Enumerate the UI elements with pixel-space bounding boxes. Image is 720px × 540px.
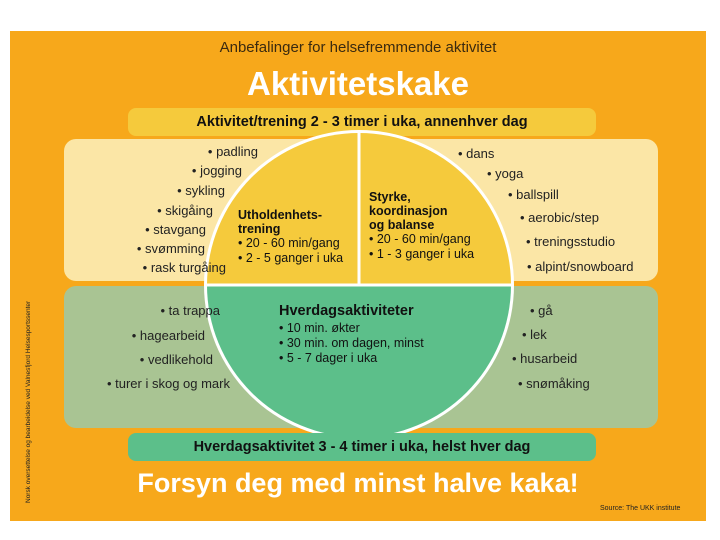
top-right-item: • yoga [487, 166, 524, 181]
endurance-sector [238, 208, 343, 266]
everyday-line-1: • 10 min. økter [279, 321, 360, 335]
bottom-duration-bar [128, 433, 596, 461]
strength-heading-3: og balanse [369, 218, 435, 232]
page-title: Aktivitetskake [247, 65, 469, 102]
bottom-left-item: • vedlikehold [139, 352, 213, 367]
top-left-item: • sykling [177, 183, 225, 198]
bottom-duration-label: Hverdagsaktivitet 3 - 4 timer i uka, helst hver dag [193, 439, 531, 455]
top-left-item: • stavgang [145, 222, 206, 237]
everyday-sector [279, 303, 424, 366]
top-left-item: • padling [207, 144, 258, 159]
bottom-right-item: • gå [530, 303, 553, 318]
top-left-item: • svømming [136, 241, 205, 256]
bottom-right-item: • husarbeid [512, 351, 578, 366]
endurance-heading-2: trening [238, 222, 281, 236]
top-duration-label: Aktivitet/trening 2 - 3 timer i uka, annenhver dag [196, 114, 528, 130]
source-credit: Source: The UKK institute [600, 505, 681, 512]
strength-heading-2: koordinasjon [369, 204, 448, 218]
endurance-line-1: • 20 - 60 min/gang [238, 236, 340, 250]
poster [10, 31, 706, 521]
endurance-line-2: • 2 - 5 ganger i uka [238, 251, 344, 265]
strength-heading-1: Styrke, [369, 190, 411, 204]
strength-sector [369, 190, 474, 262]
everyday-heading: Hverdagsaktiviteter [279, 303, 414, 319]
bottom-left-item: • turer i skog og mark [106, 376, 230, 391]
top-left-item: • rask turgåing [142, 260, 226, 275]
activity-pie [202, 128, 516, 442]
top-left-item: • jogging [191, 163, 242, 178]
bottom-right-item: • snømåking [518, 376, 590, 391]
top-right-item: • dans [458, 146, 495, 161]
slogan: Forsyn deg med minst halve kaka! [137, 468, 579, 498]
top-right-item: • treningsstudio [526, 234, 616, 249]
top-right-item: • aerobic/step [520, 210, 599, 225]
bottom-left-item: • hagearbeid [131, 328, 205, 343]
everyday-line-3: • 5 - 7 dager i uka [279, 351, 378, 365]
top-right-item: • ballspill [508, 187, 559, 202]
top-right-item: • alpint/snowboard [527, 259, 634, 274]
strength-line-1: • 20 - 60 min/gang [369, 232, 471, 246]
bottom-left-item: • ta trappa [160, 303, 220, 318]
bottom-right-item: • lek [522, 327, 547, 342]
supertitle: Anbefalinger for helsefremmende aktivitet [219, 39, 497, 56]
strength-line-2: • 1 - 3 ganger i uka [369, 247, 475, 261]
top-left-item: • skigåing [157, 203, 213, 218]
translation-credit: Norsk oversettelse og bearbeidelse ved Valnesfjord Helsesportssenter [25, 300, 32, 503]
endurance-heading-1: Utholdenhets- [238, 208, 323, 222]
everyday-line-2: • 30 min. om dagen, minst [279, 336, 424, 350]
